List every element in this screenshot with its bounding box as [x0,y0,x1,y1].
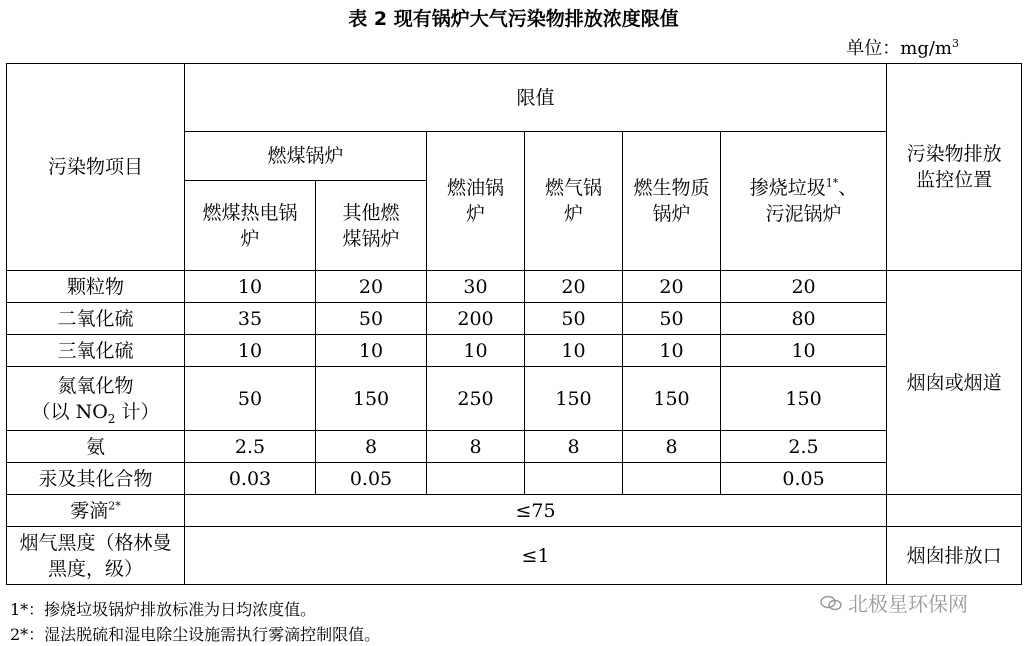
mist-value: ≤75 [185,495,887,527]
cell: 10 [525,335,623,367]
row-name: 三氧化硫 [7,335,185,367]
cell: 150 [623,367,721,431]
header-limit: 限值 [185,64,887,132]
monitor-main [887,271,1022,495]
cell: 10 [623,335,721,367]
cell: 0.05 [721,463,887,495]
cell: 30 [427,271,525,303]
row-name: 颗粒物 [7,271,185,303]
monitor-main-text: 烟囱或烟道 [906,371,1002,394]
cell: 150 [316,367,427,431]
header-waste-tail: 、污泥锅炉 [765,177,858,225]
unit-superscript: 3 [952,37,959,50]
mist-name: 雾滴 [70,499,109,522]
cell [525,463,623,495]
cell: 2.5 [185,431,316,463]
cell [623,463,721,495]
table-row [7,271,1022,303]
cell: 20 [721,271,887,303]
cell: 8 [316,431,427,463]
cell: 80 [721,303,887,335]
smoke-name: 烟气黑度（格林曼黑度，级） [19,531,172,580]
header-gas [525,132,623,271]
header-coal-group: 燃煤锅炉 [185,132,427,181]
smoke-monitor [887,527,1022,585]
cell: 20 [525,271,623,303]
cell: 150 [525,367,623,431]
cell: 0.05 [316,463,427,495]
row-name-note-post: 计） [115,400,160,423]
row-name [7,527,185,585]
header-coal-power-text: 燃煤热电锅炉 [202,201,298,250]
row-name-main: 氮氧化物 [57,374,134,397]
cell: 20 [623,271,721,303]
cell: 250 [427,367,525,431]
table-row [7,431,1022,463]
table-row [7,495,1022,527]
header-item: 污染物项目 [7,64,185,271]
cell: 8 [525,431,623,463]
table-row [7,527,1022,585]
cell: 10 [721,335,887,367]
watermark-text: 北极星环保网 [848,592,968,616]
header-coal-other [316,181,427,271]
smoke-value: ≤1 [185,527,887,585]
cell: 150 [721,367,887,431]
cell: 50 [623,303,721,335]
header-biomass [623,132,721,271]
header-coal-power [185,181,316,271]
monitor-empty [887,495,1022,527]
emission-limits-table [6,63,1022,585]
header-waste [721,132,887,271]
watermark [820,588,968,617]
cell: 35 [185,303,316,335]
header-gas-text: 燃气锅炉 [544,177,602,225]
cell: 8 [623,431,721,463]
header-monitor [887,64,1022,271]
cell: 20 [316,271,427,303]
cell: 10 [316,335,427,367]
footnote-2: 2*：湿法脱硫和湿电除尘设施需执行雾滴控制限值。 [10,625,381,644]
mist-sup: 2* [108,499,121,513]
header-waste-sup: 1* [825,176,839,190]
row-name: 氨 [7,431,185,463]
table-row [7,335,1022,367]
row-name: 二氧化硫 [7,303,185,335]
table-title: 表 2 现有锅炉大气污染物排放浓度限值 [348,8,679,30]
row-name: 汞及其化合物 [7,463,185,495]
row-name-note-sub: 2 [107,411,116,426]
cell: 50 [185,367,316,431]
table-row [7,367,1022,431]
row-name [7,367,185,431]
header-coal-other-text: 其他燃煤锅炉 [342,201,400,250]
header-monitor-text: 污染物排放监控位置 [906,143,1002,191]
row-name-note-pre: （以 NO [31,400,108,423]
cell: 2.5 [721,431,887,463]
smoke-monitor-text: 烟囱排放口 [906,544,1002,567]
row-name [7,495,185,527]
cell: 10 [185,271,316,303]
cell: 50 [316,303,427,335]
cell: 10 [185,335,316,367]
row-name-note [9,399,182,425]
cell: 50 [525,303,623,335]
table-row [7,463,1022,495]
wechat-icon [820,595,842,611]
unit-label [846,34,959,60]
cell: 200 [427,303,525,335]
header-oil-text: 燃油锅炉 [446,177,504,225]
header-waste-main: 掺烧垃圾 [749,177,826,199]
cell: 10 [427,335,525,367]
cell: 0.03 [185,463,316,495]
header-waste-text [723,175,884,227]
unit-text: 单位：mg/m [846,38,952,59]
header-oil [427,132,525,271]
table-row [7,303,1022,335]
cell: 8 [427,431,525,463]
cell [427,463,525,495]
footnote-1: 1*：掺烧垃圾锅炉排放标准为日均浓度值。 [10,600,317,619]
header-biomass-text: 燃生物质锅炉 [633,177,710,225]
